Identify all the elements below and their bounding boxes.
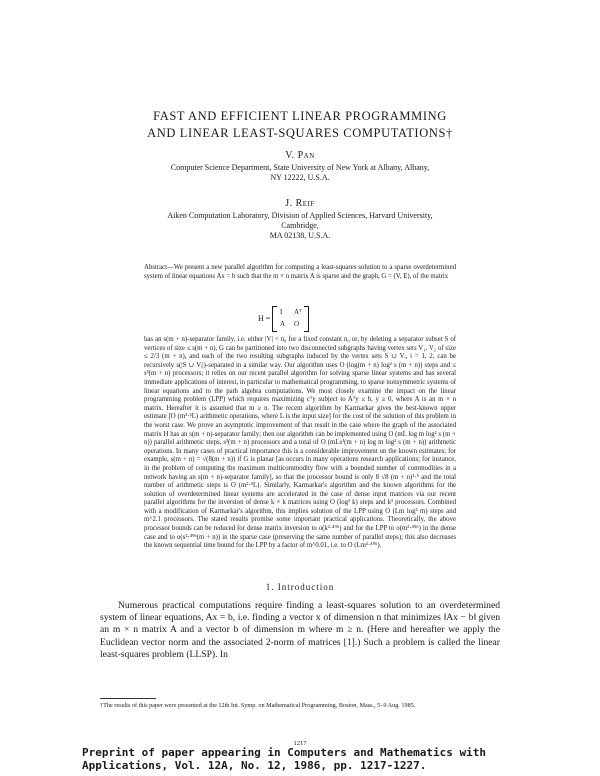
preprint-line-2: Applications, Vol. 12A, No. 12, 1986, pp. 1217-1227.: [82, 759, 427, 772]
author-name: V. Pan: [285, 150, 315, 161]
matrix-right-bracket: [304, 306, 309, 332]
section-heading: 1. Introduction: [265, 582, 335, 592]
abstract-paragraph: has an s(m + n)-separator family, i.e. either |V| < n₀ for a fixed constant n₀ or, by deleting a separator subset S of vertices of size ≤ s(m + n), G can be partitioned into two disconnected subgraphs having vertex sets V₁, V₂ of size ≤ 2/3 (m + n), and each of the two resulting subgraphs induced by the vertex sets S ∪ Vᵢ, i = 1, 2, can be recursively s(|S ∪ Vᵢ|)-separated in a similar way. Our algorithm uses O (log(m + n) log² s (m + n)) steps and ≤ s³(m + n) processors; it relies on our recent parallel algorithm for solving sparse linear systems and has several immediate applications of interest, in particular to mathematical programming, to sparse nonsymmetric systems of linear equations and to the path algebra computations. We most closely examine the impact on the linear programming problem (LPP) which requires maximizing cᵀy subject to Aᵀy ≤ b, y ≥ 0, where A is an m × n matrix. Hereafter it is assumed that m ≥ n. The recent algorithm by Karmarkar gives the best-known upper estimate [O (m³·⁵L) arithmetic operations, where L is the input size] for the cost of the solution of this problem in the worst case. We prove an asymptotic improvement of that result in the case where the graph of the associated matrix H has an s(m + n)-separator family; then our algorithm can be implemented using O (mL log m log² s (m + n)) parallel arithmetic steps, s³(m + n) processors and a total of O (mLs³(m + n) log m log² s (m + n)) arithmetic operations. In many cases of practical importance this is a considerable improvement on the known estimates; for example, s(m + n) = √(8(m + n)) if G is planar [as occurs in many operations research applications; for instance, in the problem of computing the maximum multicommodity flow with a bounded number of commodities in a network having an s(m + n)-separator family], so that the processor bound is only 8 √8 (m + n)¹·⁵ and the total number of arithmetic steps is O (m²·⁵L). Similarly, Karmarkar's algorithm and the known algorithms for the solution of overdetermined linear systems are accelerated in the case of dense input matrices via our recent parallel algorithms for the inversion of dense k × k matrices using O (log² k) steps and k³ processors. Combined with a modification of Karmarkar's algorithm, this implies solution of the LPP using O (Lm log² m) steps and m^2.1 processors. The stated results promise some important practical applications. Theoretically, the above processor bounds can be reduced for dense matrix inversion to o(k²·⁴⁹⁶) and for the LPP to o(m²·⁴⁹⁶) in the dense case and to o(s²·⁴⁹⁶(m + n)) in the sparse case (preserving the same number of parallel steps); this also decreases the known sequential time bound for the LPP by a factor of m^0.01, i.e. to O (Lm³·⁴⁹⁶).: [144, 336, 456, 550]
abstract-intro: Abstract—We present a new parallel algorithm for computing a least-squares solution to a sparse overdetermined system of linear equations Ax = b such that the m × n matrix A is sparse and the graph, G = (V, E), of the matrix: [144, 264, 456, 280]
abstract-body: [144, 336, 456, 551]
matrix-cell: A: [280, 320, 286, 328]
paper-title: [0, 108, 600, 142]
matrix-cell: O: [294, 320, 300, 328]
matrix-cell: Aᵀ: [294, 308, 302, 316]
matrix-label: H =: [258, 314, 271, 323]
matrix-h: [258, 306, 338, 332]
page-number: 1217: [293, 740, 307, 747]
matrix-cell: I: [280, 308, 283, 316]
footnote-rule: [100, 698, 156, 699]
author-affiliation: Computer Science Department, State University of New York at Albany, Albany, NY 12222, U.S.A.: [170, 163, 430, 182]
introduction-text: [100, 600, 500, 661]
author-affiliation: Aiken Computation Laboratory, Division of Applied Sciences, Harvard University, Cambridge, MA 02138, U.S.A.: [167, 211, 433, 240]
preprint-notice: [82, 746, 552, 772]
title-line-1: FAST AND EFFICIENT LINEAR PROGRAMMING: [153, 109, 447, 123]
matrix-left-bracket: [272, 306, 277, 332]
author-name: J. Reif: [285, 198, 315, 209]
preprint-line-1: Preprint of paper appearing in Computers and Mathematics with: [82, 746, 486, 759]
abstract: [144, 264, 456, 281]
intro-paragraph: Numerous practical computations require finding a least-squares solution to an overdetermined system of linear equations, Ax = b, i.e. finding a vector x of dimension n that minimizes ‖Ax − b‖ given an m × n matrix A and a vector b of dimension m where m ≥ n. (Here and hereafter we apply the Euclidean vector norm and the associated 2-norm of matrices [1].) Such a problem is called the linear least-squares problem (LLSP). In: [100, 600, 500, 660]
title-line-2: AND LINEAR LEAST-SQUARES COMPUTATIONS†: [147, 126, 453, 140]
footnote: †The results of this paper were presented at the 12th Int. Symp. on Mathematical Programming, Boston, Mass., 5–9 Aug. 1985.: [100, 702, 416, 709]
